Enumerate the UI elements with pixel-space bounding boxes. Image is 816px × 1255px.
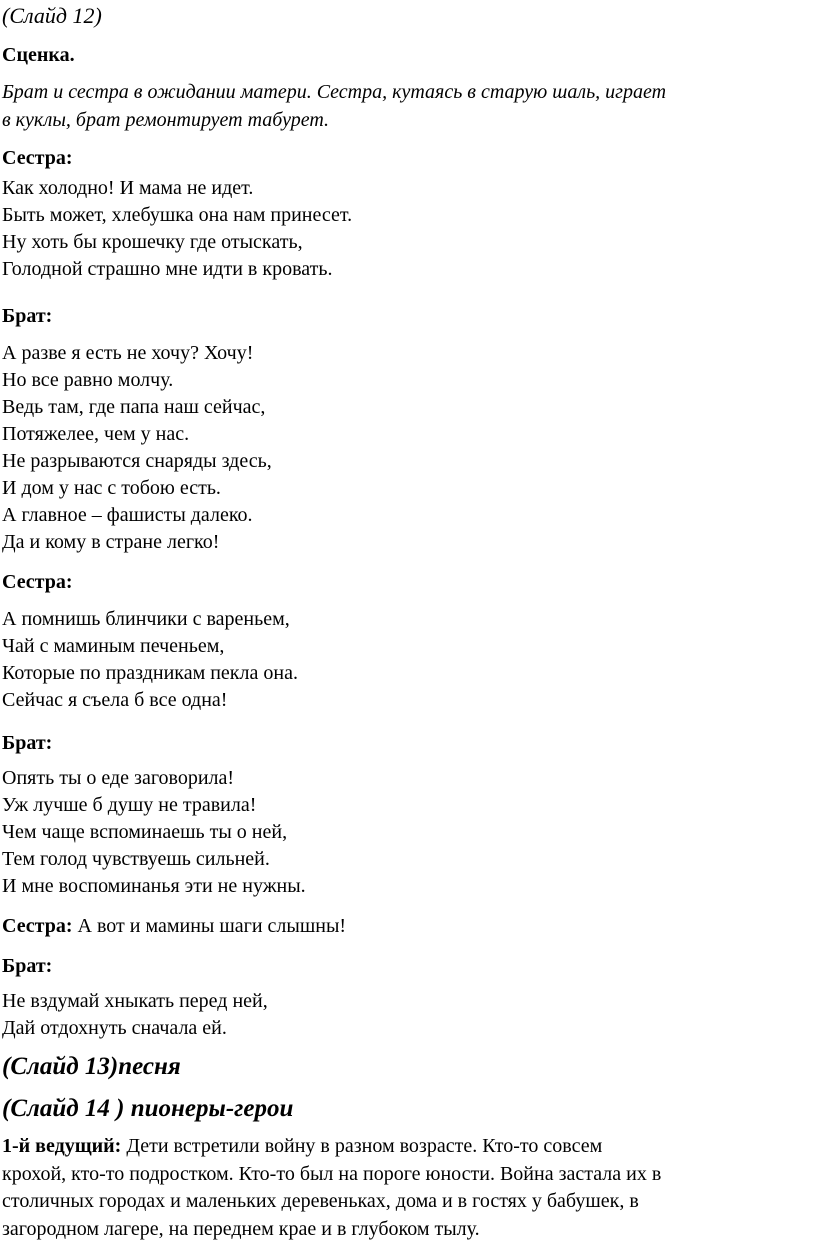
verse-line: И дом у нас с тобою есть.	[2, 477, 221, 499]
stage-directions	[2, 78, 666, 134]
verse-brother-1	[2, 340, 272, 556]
verse-line: Как холодно! И мама не идет.	[2, 177, 254, 199]
verse-line: Голодной страшно мне идти в кровать.	[2, 258, 333, 280]
verse-sister-2	[2, 606, 298, 714]
verse-line: Опять ты о еде заговорила!	[2, 767, 235, 789]
host1-label: 1-й ведущий:	[2, 1135, 122, 1157]
verse-sister-1	[2, 175, 352, 283]
stage-direction-line: Брат и сестра в ожидании матери. Сестра, кутаясь в старую шаль, играет	[2, 81, 667, 103]
verse-line: Дай отдохнуть сначала ей.	[2, 1017, 227, 1039]
sister-inline-line	[2, 913, 346, 940]
slide-14-heading: (Слайд 14 ) пионеры-герои	[2, 1095, 294, 1122]
stage-direction-line: в куклы, брат ремонтирует табурет.	[2, 109, 330, 131]
para-line-text: Дети встретили войну в разном возрасте. Кто-то совсем	[121, 1135, 603, 1157]
verse-line: Не вздумай хныкать перед ней,	[2, 990, 268, 1012]
host1-paragraph	[2, 1133, 661, 1243]
verse-line: Но все равно молчу.	[2, 369, 174, 391]
speaker-sister: Сестра:	[2, 915, 73, 937]
speaker-brother: Брат:	[2, 732, 53, 754]
verse-line: А помнишь блинчики с вареньем,	[2, 608, 290, 630]
speaker-sister: Сестра:	[2, 571, 73, 593]
verse-line: Да и кому в стране легко!	[2, 531, 220, 553]
speaker-brother: Брат:	[2, 305, 53, 327]
verse-line: Потяжелее, чем у нас.	[2, 423, 190, 445]
inline-line-text: А вот и мамины шаги слышны!	[72, 915, 347, 937]
para-line: загородном лагере, на переднем крае и в глубоком тылу.	[2, 1217, 480, 1240]
verse-brother-2	[2, 765, 306, 900]
verse-line: Не разрываются снаряды здесь,	[2, 450, 272, 472]
verse-line: Ведь там, где папа наш сейчас,	[2, 396, 266, 418]
slide-12-heading: (Слайд 12)	[2, 3, 102, 28]
verse-line: Чай с маминым печеньем,	[2, 635, 225, 657]
speaker-brother: Брат:	[2, 955, 53, 977]
verse-line: И мне воспоминанья эти не нужны.	[2, 875, 306, 897]
speaker-sister: Сестра:	[2, 147, 73, 169]
verse-line: Сейчас я съела б все одна!	[2, 689, 228, 711]
verse-line: А разве я есть не хочу? Хочу!	[2, 342, 254, 364]
para-line: столичных городах и маленьких деревеньках, дома и в гостях у бабушек, в	[2, 1190, 639, 1212]
para-line: крохой, кто-то подростком. Кто-то был на пороге юности. Война застала их в	[2, 1162, 662, 1185]
verse-line: А главное – фашисты далеко.	[2, 504, 253, 526]
verse-line: Чем чаще вспоминаешь ты о ней,	[2, 821, 288, 843]
verse-line: Ну хоть бы крошечку где отыскать,	[2, 231, 303, 253]
verse-line: Которые по праздникам пекла она.	[2, 662, 298, 684]
verse-line: Быть может, хлебушка она нам принесет.	[2, 204, 353, 226]
scene-title: Сценка.	[2, 44, 75, 66]
verse-brother-3	[2, 988, 268, 1042]
verse-line: Тем голод чувствуешь сильней.	[2, 848, 270, 870]
verse-line: Уж лучше б душу не травила!	[2, 794, 257, 816]
slide-13-heading: (Слайд 13)песня	[2, 1053, 181, 1080]
para-line	[2, 1133, 661, 1161]
